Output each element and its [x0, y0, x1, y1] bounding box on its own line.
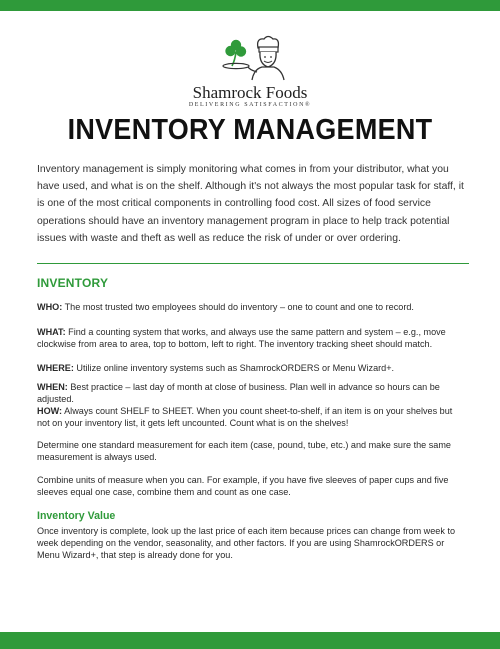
- inventory-value-heading: Inventory Value: [37, 510, 116, 522]
- section-divider: [37, 263, 469, 264]
- bottom-green-bar: [0, 632, 500, 649]
- when-paragraph: [37, 381, 467, 405]
- where-label: WHERE:: [37, 363, 74, 373]
- what-text: Find a counting system that works, and always use the same pattern and system – e.g., move clockwise from area to area, top to bottom, left to right. The inventory tracking sheet should match.: [37, 327, 446, 350]
- inventory-heading: INVENTORY: [37, 276, 109, 290]
- what-paragraph: [37, 326, 467, 350]
- intro-paragraph: Inventory management is simply monitoring what comes in from your distributor, what you have used, and what is on the shelf. Although it's not always the most popular task for staff, it is one of the most critical components in controlling food cost. All sizes of food service operations should have an inventory management program in place to help track potential issues with waste and theft as well as reduce the risk of under or over ordering.: [37, 164, 464, 244]
- when-text: Best practice – last day of month at close of business. Plan well in advance so hours can be adjusted.: [37, 382, 440, 405]
- logo-wordmark: Shamrock Foods: [192, 83, 308, 102]
- shamrock-chef-icon: [212, 34, 288, 84]
- how-paragraph: [37, 405, 467, 429]
- page-title: INVENTORY MANAGEMENT: [67, 114, 433, 146]
- what-label: WHAT:: [37, 327, 66, 337]
- who-text: The most trusted two employees should do inventory – one to count and one to record.: [62, 302, 414, 312]
- inventory-value-paragraph: Once inventory is complete, look up the last price of each item because prices can change from week to week depending on the vendor, seasonality, and other factors. If you are using ShamrockORDERS or Menu Wizard+, that step is already done for you.: [37, 526, 456, 561]
- combine-paragraph: Combine units of measure when you can. For example, if you have five sleeves of paper cups and five sleeves equal one case, combine them and count as one case.: [37, 475, 449, 498]
- company-logo: [0, 34, 500, 108]
- how-text: Always count SHELF to SHEET. When you count sheet-to-shelf, if an item is on your shelves but not on your inventory list, it gets left uncounted. Count what is on the shelves!: [37, 406, 453, 429]
- measurement-paragraph: Determine one standard measurement for each item (case, pound, tube, etc.) and make sure the same measurement is always used.: [37, 440, 451, 463]
- who-label: WHO:: [37, 302, 63, 312]
- logo-tagline: DELIVERING SATISFACTION®: [188, 102, 312, 108]
- when-label: WHEN:: [37, 382, 68, 392]
- where-paragraph: [37, 362, 467, 374]
- where-text: Utilize online inventory systems such as ShamrockORDERS or Menu Wizard+.: [73, 363, 395, 373]
- who-paragraph: [37, 301, 467, 313]
- top-green-bar: [0, 0, 500, 11]
- how-label: HOW:: [37, 406, 63, 416]
